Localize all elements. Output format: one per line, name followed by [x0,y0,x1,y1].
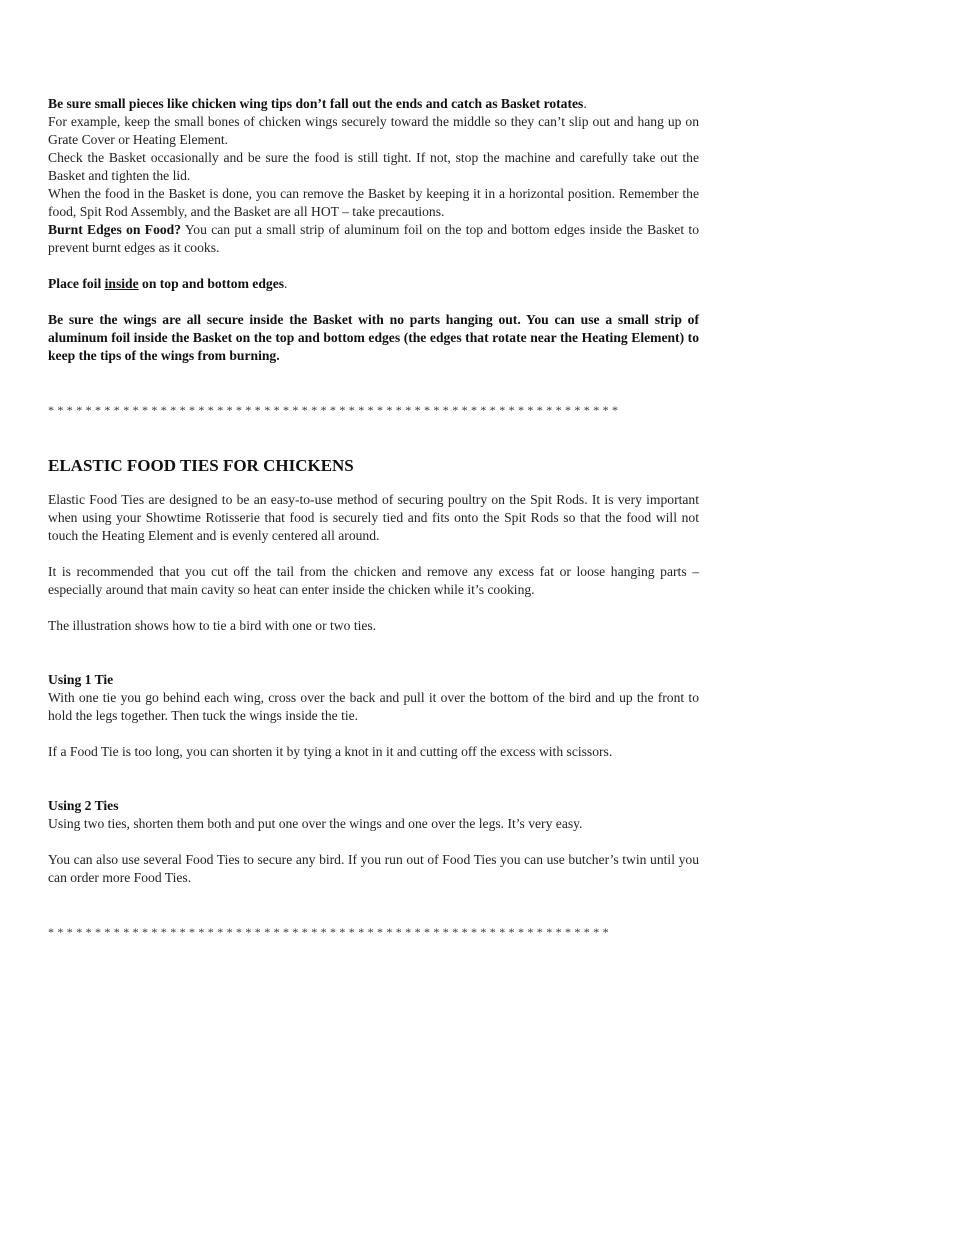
small-pieces-bold: Be sure small pieces like chicken wing tips don’t fall out the ends and catch as Basket rotates [48,96,584,111]
separator-stars: * * * * * * * * * * * * * * * * * * * * * * * * * * * * * * * * * * * * * * * * * * * * * * * * * * * * * * * * * * * * [48,925,609,939]
paragraph-burnt-edges [48,221,699,257]
paragraph-wings-secure [48,311,699,365]
paragraph-one-tie: With one tie you go behind each wing, cross over the back and pull it over the bottom of the bird and up the front to hold the legs together. Then tuck the wings inside the tie. [48,690,699,723]
paragraph-too-long: If a Food Tie is too long, you can shorten it by tying a knot in it and cutting off the excess with scissors. [48,744,613,759]
paragraph-example: For example, keep the small bones of chicken wings securely toward the middle so they can’t slip out and hang up on Grate Cover or Heating Element. [48,114,699,147]
paragraph-several-ties: You can also use several Food Ties to secure any bird. If you run out of Food Ties you can use butcher’s twin until you can order more Food Ties. [48,852,699,885]
paragraph-remove-basket: When the food in the Basket is done, you can remove the Basket by keeping it in a horizontal position. Remember the food, Spit Rod Assembly, and the Basket are all HOT – take precautions. [48,186,699,219]
paragraph-illustration: The illustration shows how to tie a bird with one or two ties. [48,618,377,633]
place-foil-bold [48,276,284,291]
document-page [48,95,699,941]
period: . [284,276,288,291]
section-heading: ELASTIC FOOD TIES FOR CHICKENS [48,456,354,475]
place-foil-b: on top and bottom edges [138,276,285,291]
paragraph-small-pieces [48,95,699,113]
paragraph-recommend: It is recommended that you cut off the tail from the chicken and remove any excess fat or loose hanging parts – especially around that main cavity so heat can enter inside the chicken while it’s cooking. [48,564,699,597]
paragraph-two-ties: Using two ties, shorten them both and put one over the wings and one over the legs. It’s very easy. [48,816,583,831]
subheading-one-tie: Using 1 Tie [48,672,114,687]
paragraph-intro: Elastic Food Ties are designed to be an easy-to-use method of securing poultry on the Spit Rods. It is very important when using your Showtime Rotisserie that food is securely tied and fits onto the Spit Rods so that the food will not touch the Heating Element and is evenly centered all around. [48,492,699,543]
subheading-two-ties: Using 2 Ties [48,798,119,813]
separator-stars: * * * * * * * * * * * * * * * * * * * * * * * * * * * * * * * * * * * * * * * * * * * * * * * * * * * * * * * * * * * * * [48,403,619,417]
burnt-edges-text: You can put a small strip of aluminum foil on the top and bottom edges inside the Basket to prevent burnt edges as it cooks. [48,222,699,255]
inside-underlined: inside [104,276,139,291]
place-foil-a: Place foil [48,276,105,291]
period: . [583,96,587,111]
wings-secure-bold: Be sure the wings are all secure inside the Basket with no parts hanging out. You can use a small strip of aluminum foil inside the Basket on the top and bottom edges (the edges that rotate near the Heating Element) to keep the tips of the wings from burning. [48,312,699,363]
paragraph-check-basket: Check the Basket occasionally and be sure the food is still tight. If not, stop the machine and carefully take out the Basket and tighten the lid. [48,150,699,183]
paragraph-place-foil [48,275,699,293]
burnt-edges-bold: Burnt Edges on Food? [48,222,182,237]
